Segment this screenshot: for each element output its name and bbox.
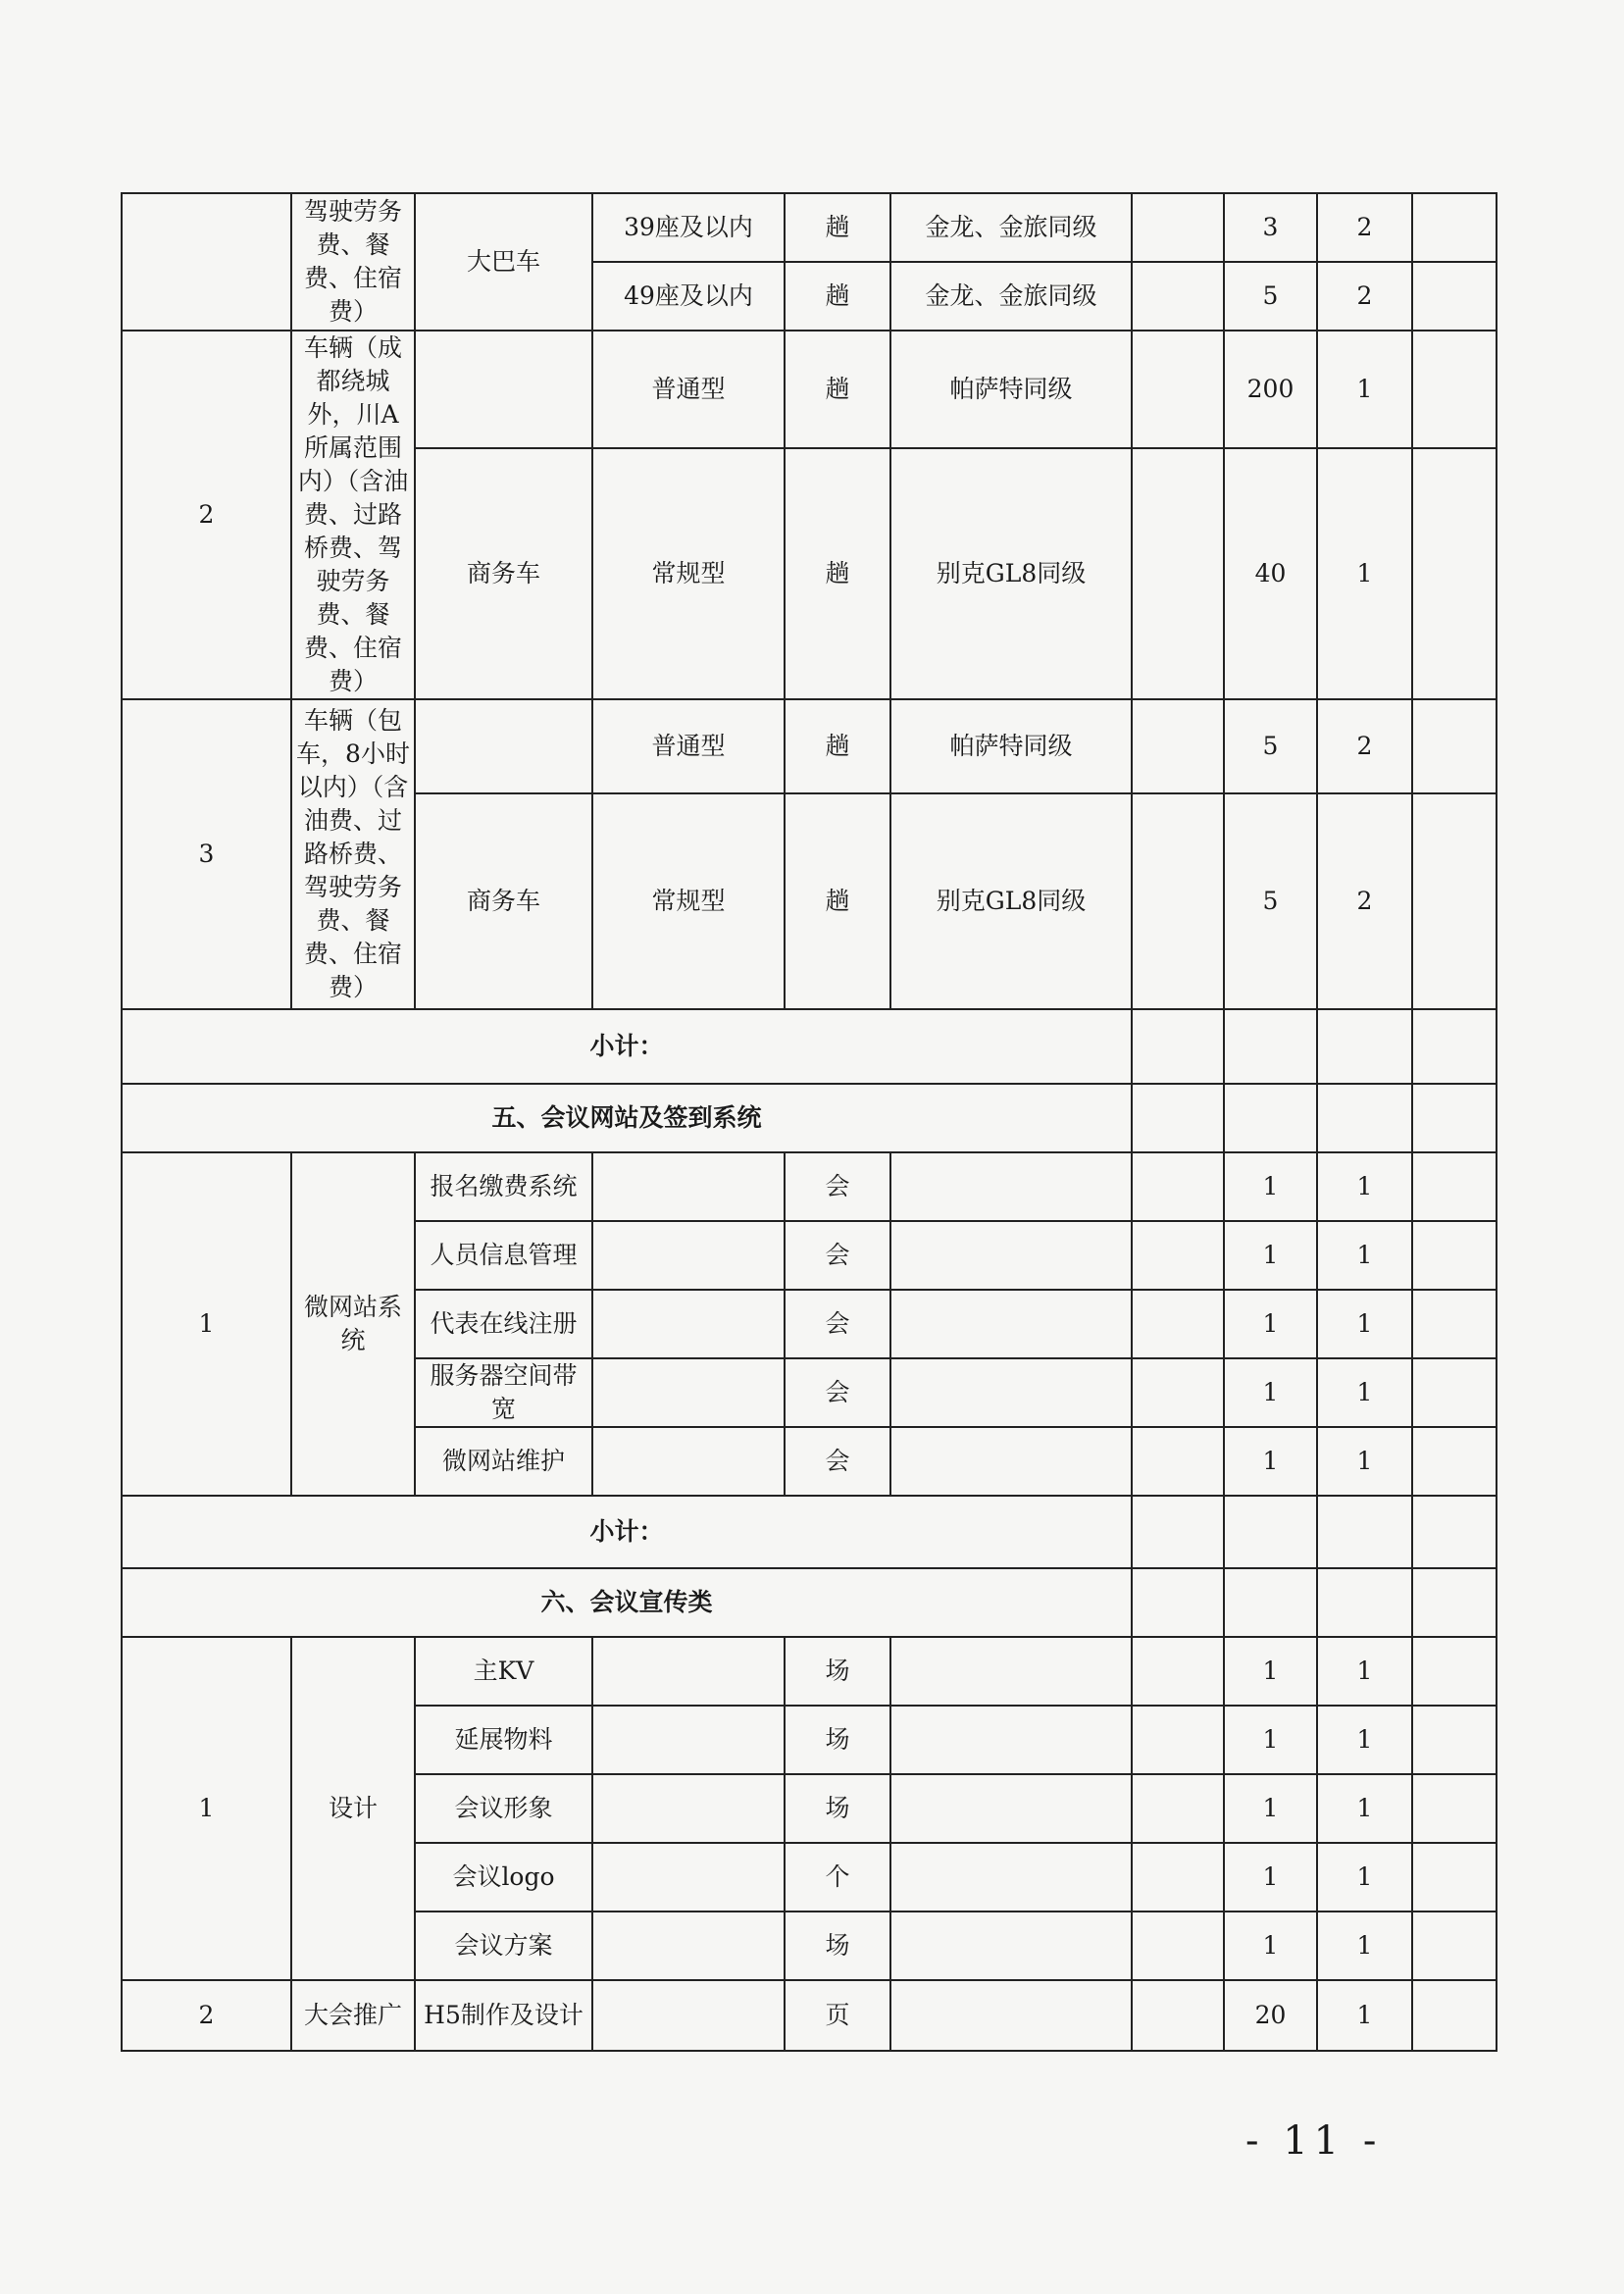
cell-days: 1: [1317, 331, 1412, 448]
cell-blank: [890, 1221, 1132, 1290]
cell-blank: [890, 1843, 1132, 1912]
cell-blank: [890, 1358, 1132, 1427]
cell-blank: [1132, 1706, 1224, 1774]
section-title: 六、会议宣传类: [122, 1568, 1132, 1637]
cell-no: 1: [122, 1152, 291, 1496]
cell-blank: [1412, 262, 1497, 331]
cell-days: 1: [1317, 1358, 1412, 1427]
cell-blank: [1132, 1980, 1224, 2051]
cell-qty: 5: [1224, 699, 1317, 793]
table-row: [122, 1152, 1497, 1221]
cell-blank: [1412, 1152, 1497, 1221]
cell-qty: 1: [1224, 1706, 1317, 1774]
cell-blank: [592, 1221, 785, 1290]
subtotal-label: 小计：: [122, 1009, 1132, 1084]
cell-blank: [1224, 1084, 1317, 1152]
section-heading-row: [122, 1084, 1497, 1152]
cell-unit: 趟: [785, 793, 890, 1009]
cell-blank: [1132, 1084, 1224, 1152]
cell-item: 车辆（成都绕城外，川A所属范围内）（含油费、过路桥费、驾驶劳务费、餐费、住宿费）: [291, 331, 415, 699]
budget-table: [121, 192, 1497, 2052]
cell-blank: [1224, 1009, 1317, 1084]
cell-blank: [1132, 262, 1224, 331]
table-row: [122, 699, 1497, 793]
cell-spec: 39座及以内: [592, 193, 785, 262]
cell-blank: [592, 1152, 785, 1221]
cell-unit: 趟: [785, 448, 890, 699]
cell-blank: [592, 1637, 785, 1706]
cell-blank: [1132, 1496, 1224, 1568]
cell-blank: [1412, 1912, 1497, 1980]
cell-blank: [592, 1358, 785, 1427]
cell-unit: 会: [785, 1427, 890, 1496]
cell-blank: [890, 1980, 1132, 2051]
cell-blank: [1412, 1774, 1497, 1843]
cell-blank: [1412, 331, 1497, 448]
cell-standard: 别克GL8同级: [890, 448, 1132, 699]
cell-qty: 1: [1224, 1290, 1317, 1358]
cell-blank: [890, 1637, 1132, 1706]
cell-item: 驾驶劳务费、餐费、住宿费）: [291, 193, 415, 331]
cell-blank: [1412, 448, 1497, 699]
cell-unit: 个: [785, 1843, 890, 1912]
cell-blank: [890, 1290, 1132, 1358]
cell-blank: [1132, 193, 1224, 262]
table-row: [122, 331, 1497, 448]
cell-days: 1: [1317, 1980, 1412, 2051]
cell-name: 微网站维护: [415, 1427, 592, 1496]
cell-spec: 普通型: [592, 331, 785, 448]
cell-type: [415, 699, 592, 793]
cell-unit: 会: [785, 1358, 890, 1427]
cell-qty: 40: [1224, 448, 1317, 699]
cell-days: 1: [1317, 1290, 1412, 1358]
cell-qty: 1: [1224, 1152, 1317, 1221]
cell-qty: 1: [1224, 1637, 1317, 1706]
section-title: 五、会议网站及签到系统: [122, 1084, 1132, 1152]
cell-spec: 49座及以内: [592, 262, 785, 331]
cell-days: 2: [1317, 793, 1412, 1009]
cell-blank: [1132, 1912, 1224, 1980]
cell-item: 车辆（包车，8小时以内）（含油费、过路桥费、驾驶劳务费、餐费、住宿费）: [291, 699, 415, 1009]
cell-type: 大巴车: [415, 193, 592, 331]
cell-blank: [1132, 1774, 1224, 1843]
cell-blank: [1412, 1706, 1497, 1774]
cell-blank: [1132, 793, 1224, 1009]
cell-name: 会议logo: [415, 1843, 592, 1912]
subtotal-row: [122, 1009, 1497, 1084]
cell-days: 1: [1317, 448, 1412, 699]
cell-blank: [1412, 793, 1497, 1009]
cell-blank: [1412, 1427, 1497, 1496]
cell-no: 2: [122, 1980, 291, 2051]
cell-unit: 场: [785, 1912, 890, 1980]
cell-unit: 场: [785, 1637, 890, 1706]
cell-blank: [1412, 1637, 1497, 1706]
cell-days: 2: [1317, 699, 1412, 793]
cell-qty: 3: [1224, 193, 1317, 262]
cell-blank: [1132, 1152, 1224, 1221]
cell-standard: 别克GL8同级: [890, 793, 1132, 1009]
cell-unit: 场: [785, 1774, 890, 1843]
cell-name: 服务器空间带宽: [415, 1358, 592, 1427]
cell-unit: 趟: [785, 699, 890, 793]
cell-qty: 5: [1224, 793, 1317, 1009]
cell-item: 微网站系统: [291, 1152, 415, 1496]
section-heading-row: [122, 1568, 1497, 1637]
cell-qty: 5: [1224, 262, 1317, 331]
cell-unit: 趟: [785, 331, 890, 448]
cell-days: 1: [1317, 1152, 1412, 1221]
cell-blank: [1412, 1084, 1497, 1152]
cell-name: 会议方案: [415, 1912, 592, 1980]
cell-unit: 趟: [785, 262, 890, 331]
cell-blank: [1412, 1843, 1497, 1912]
cell-blank: [592, 1980, 785, 2051]
cell-blank: [890, 1774, 1132, 1843]
cell-standard: 金龙、金旅同级: [890, 193, 1132, 262]
cell-name: 主KV: [415, 1637, 592, 1706]
cell-days: 1: [1317, 1637, 1412, 1706]
cell-blank: [1317, 1084, 1412, 1152]
cell-blank: [1132, 448, 1224, 699]
cell-type: [415, 331, 592, 448]
cell-no: 1: [122, 1637, 291, 1980]
subtotal-label: 小计：: [122, 1496, 1132, 1568]
cell-blank: [1132, 1427, 1224, 1496]
cell-days: 1: [1317, 1221, 1412, 1290]
cell-unit: 趟: [785, 193, 890, 262]
page-number: - 11 -: [1245, 2118, 1383, 2164]
cell-blank: [1317, 1009, 1412, 1084]
cell-spec: 常规型: [592, 793, 785, 1009]
cell-name: 延展物料: [415, 1706, 592, 1774]
cell-blank: [1132, 1221, 1224, 1290]
cell-days: 2: [1317, 193, 1412, 262]
cell-qty: 1: [1224, 1221, 1317, 1290]
table-row: [122, 193, 1497, 262]
cell-days: 1: [1317, 1774, 1412, 1843]
cell-blank: [1132, 1358, 1224, 1427]
cell-no: 3: [122, 699, 291, 1009]
cell-days: 1: [1317, 1843, 1412, 1912]
cell-days: 1: [1317, 1912, 1412, 1980]
cell-unit: 会: [785, 1290, 890, 1358]
cell-blank: [890, 1152, 1132, 1221]
cell-blank: [592, 1774, 785, 1843]
cell-blank: [1412, 1221, 1497, 1290]
cell-blank: [1412, 1290, 1497, 1358]
cell-qty: 1: [1224, 1912, 1317, 1980]
cell-blank: [1412, 1568, 1497, 1637]
cell-name: 人员信息管理: [415, 1221, 592, 1290]
cell-type: 商务车: [415, 793, 592, 1009]
cell-blank: [592, 1843, 785, 1912]
cell-blank: [890, 1427, 1132, 1496]
cell-blank: [1412, 1980, 1497, 2051]
cell-days: 2: [1317, 262, 1412, 331]
cell-blank: [1317, 1568, 1412, 1637]
cell-blank: [1317, 1496, 1412, 1568]
cell-standard: 帕萨特同级: [890, 699, 1132, 793]
cell-blank: [1224, 1568, 1317, 1637]
cell-qty: 1: [1224, 1774, 1317, 1843]
cell-item: 设计: [291, 1637, 415, 1980]
cell-qty: 200: [1224, 331, 1317, 448]
cell-name: 代表在线注册: [415, 1290, 592, 1358]
cell-blank: [1132, 1290, 1224, 1358]
cell-blank: [592, 1427, 785, 1496]
cell-qty: 20: [1224, 1980, 1317, 2051]
cell-days: 1: [1317, 1706, 1412, 1774]
cell-blank: [1132, 1009, 1224, 1084]
cell-item: 大会推广: [291, 1980, 415, 2051]
cell-blank: [890, 1706, 1132, 1774]
table-row: [122, 1980, 1497, 2051]
table-row: [122, 1637, 1497, 1706]
cell-blank: [1132, 1843, 1224, 1912]
cell-name: 会议形象: [415, 1774, 592, 1843]
cell-qty: 1: [1224, 1358, 1317, 1427]
cell-qty: 1: [1224, 1843, 1317, 1912]
cell-standard: 帕萨特同级: [890, 331, 1132, 448]
cell-name: 报名缴费系统: [415, 1152, 592, 1221]
cell-spec: 普通型: [592, 699, 785, 793]
cell-blank: [1412, 1496, 1497, 1568]
cell-blank: [1132, 331, 1224, 448]
cell-blank: [1132, 699, 1224, 793]
cell-no: [122, 193, 291, 331]
cell-blank: [890, 1912, 1132, 1980]
cell-blank: [592, 1706, 785, 1774]
cell-unit: 场: [785, 1706, 890, 1774]
cell-blank: [1132, 1568, 1224, 1637]
cell-blank: [1132, 1637, 1224, 1706]
cell-blank: [592, 1290, 785, 1358]
subtotal-row: [122, 1496, 1497, 1568]
cell-unit: 会: [785, 1221, 890, 1290]
cell-no: 2: [122, 331, 291, 699]
cell-spec: 常规型: [592, 448, 785, 699]
cell-blank: [592, 1912, 785, 1980]
cell-blank: [1412, 1358, 1497, 1427]
cell-qty: 1: [1224, 1427, 1317, 1496]
cell-days: 1: [1317, 1427, 1412, 1496]
cell-type: 商务车: [415, 448, 592, 699]
cell-blank: [1412, 1009, 1497, 1084]
cell-blank: [1224, 1496, 1317, 1568]
cell-blank: [1412, 699, 1497, 793]
cell-blank: [1412, 193, 1497, 262]
cell-unit: 会: [785, 1152, 890, 1221]
cell-standard: 金龙、金旅同级: [890, 262, 1132, 331]
cell-unit: 页: [785, 1980, 890, 2051]
cell-name: H5制作及设计: [415, 1980, 592, 2051]
